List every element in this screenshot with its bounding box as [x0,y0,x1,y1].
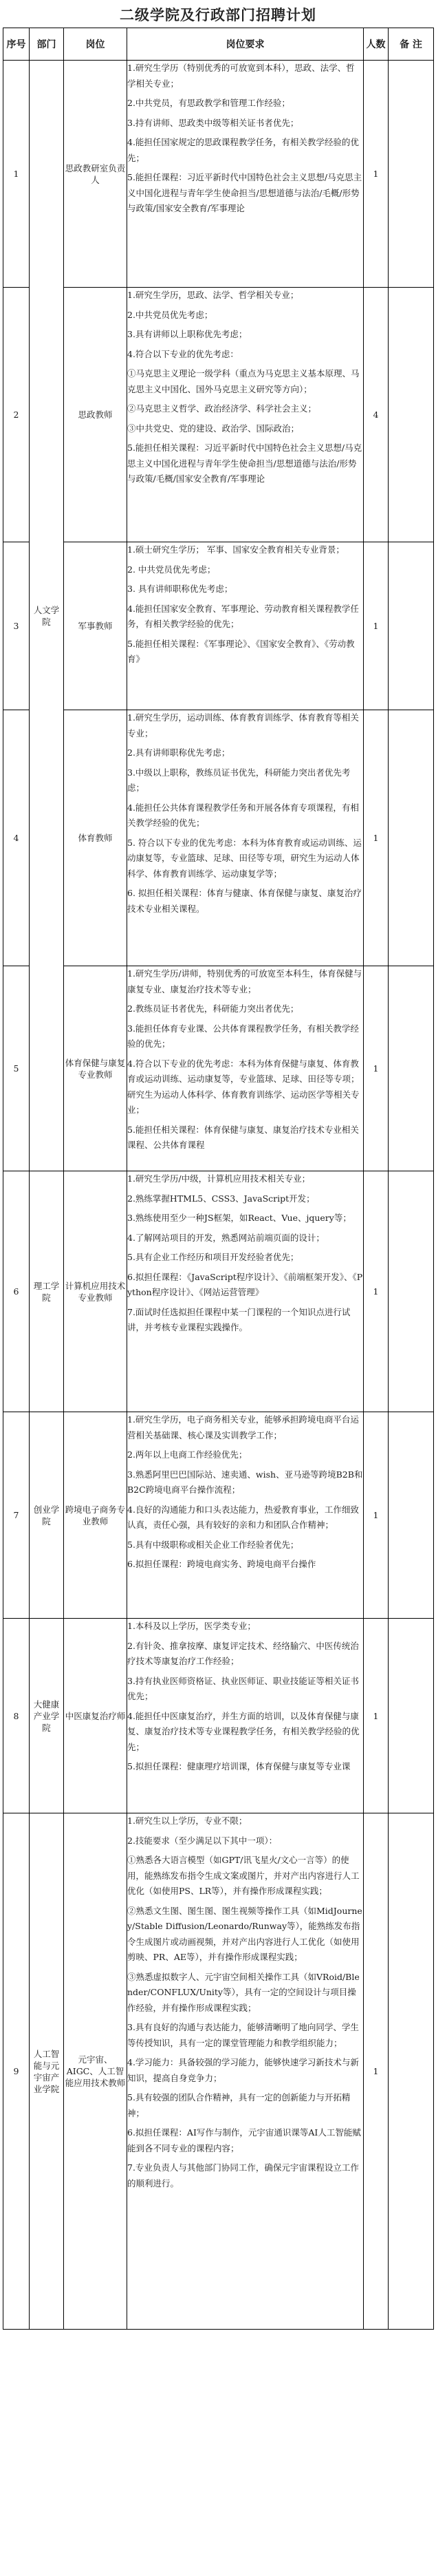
position-cell: 中医康复治疗师 [64,1619,127,1813]
headcount-cell: 1 [364,1171,389,1412]
requirement-item: 5.具有中级职称或相关企业工作经验者优先； [127,1539,299,1550]
requirement-item: 5.具有较强的团队合作精神，具有一定的创新能力与开拓精神； [127,2092,351,2118]
requirement-item: 2.中共党员，有思政教学和管理工作经验； [127,98,290,108]
requirement-item: 2.有针灸、推拿按摩、康复评定技术、经络腧穴、中医传统治疗技术等康复治疗工作经验； [127,1640,359,1666]
requirement-item: ②熟悉文生图、图生图、图生视频等操作工具（如MidJourney/Stable Diffusion/Leonardo/Runway等），能熟练发布指令生成图片或动画视频，并对产出内容进行人工优化（如使用剪映、PR、AE等），并有操作形成课程实践； [127,1905,362,1962]
header-req: 岗位要求 [127,28,364,61]
table-row [3,61,434,288]
requirement-item: 3.能担任体育专业课、公共体育课程教学任务，有相关教学经验的优先； [127,1023,359,1049]
headcount-cell: 1 [364,1813,389,2330]
table-row [3,1813,434,2330]
position-cell: 体育教师 [64,710,127,966]
requirement-item: 4.能担任公共体育课程教学任务和开展各体育专项课程，有相关教学经验的优先； [127,802,359,828]
department-cell: 大健康产业学院 [30,1619,64,1813]
requirement-item: 1.研究生学历（特别优秀的可放宽到本科），思政、法学、哲学相关专业； [127,63,355,89]
position-cell: 体育保健与康复专业教师 [64,966,127,1171]
position-cell: 军事教师 [64,542,127,710]
requirement-item: 1.研究生学历，运动训练、体育教育训练学、体育教育等相关专业； [127,712,359,738]
requirement-item: ③熟悉虚拟数字人、元宇宙空间相关操作工具（如VRoid/Blender/CONFLUX/Unity等），具有一定的空间设计与项目操作经验，并有操作形成课程实践； [127,1971,360,2013]
requirement-item: 2.中共党员优先考虑； [127,309,213,320]
headcount-cell: 1 [364,710,389,966]
table-row [3,1619,434,1813]
header-note: 备 注 [389,28,434,61]
requirement-item: 5.能担任相关课程：体育保健与康复、康复治疗技术专业相关课程、公共体育课程 [127,1124,359,1150]
requirement-item: 3.具有讲师以上职称优先考虑； [127,329,248,339]
row-number: 9 [3,1813,30,2330]
requirement-item: 5. 符合以下专业的优先考虑：本科为体育教育或运动训练、运动康复等，专业篮球、足球、田径等专项，研究生为运动人体科学、体育教育训练学、运动康复学等； [127,837,362,879]
requirements-cell [127,966,364,1171]
headcount-cell: 1 [364,61,389,288]
row-number: 5 [3,966,30,1171]
position-cell: 思政教研室负责人 [64,61,127,288]
row-number: 7 [3,1412,30,1619]
requirements-cell [127,542,364,710]
requirement-item: 4.良好的沟通能力和口头表达能力，热爱教育事业，工作细致认真，责任心强，具有较好的亲和力和团队合作精神； [127,1504,359,1530]
requirement-item: ①马克思主义理论一级学科（重点为马克思主义基本原理、马克思主义中国化、国外马克思主义研究等方向）； [127,368,360,394]
headcount-cell: 1 [364,1619,389,1813]
requirements-cell [127,1619,364,1813]
requirement-item: 4.学习能力：具备较强的学习能力，能够快速学习新技术与新知识，提高自身竞争力； [127,2057,359,2083]
note-cell [389,1619,434,1813]
table-body [3,61,434,2330]
requirement-item: 2. 中共党员优先考虑； [127,564,216,575]
requirement-item: 1.研究生学历/讲师，特别优秀的可放宽至本科生，体育保健与康复专业、康复治疗技术等专业； [127,968,362,994]
headcount-cell: 1 [364,1412,389,1619]
department-cell: 创业学院 [30,1412,64,1619]
requirement-item: 3.持有执业医师资格证、执业医师证、职业技能证等相关证书优先； [127,1675,359,1701]
note-cell [389,1813,434,2330]
requirement-item: 6.拟担任课程：《JavaScript程序设计》、《前端框架开发》、《Python程序设计》、《网站运营管理》 [127,1271,363,1297]
requirement-item: 7.面试时任选拟担任课程中某一门课程的一个知识点进行试讲，并考核专业课程实践操作。 [127,1306,351,1332]
requirement-item: 4.了解网站项目的开发，熟悉网站前端页面的设计； [127,1232,325,1243]
department-cell: 人工智能与元宇宙产业学院 [30,1813,64,2330]
requirement-item: 2.熟练掌握HTML5、CSS3、JavaScript开发； [127,1193,315,1204]
position-cell: 元宇宙、AIGC、人工智能应用技术教师 [64,1813,127,2330]
requirement-item: 4.能担任国家规定的思政课程教学任务，有相关教学经验的优先； [127,137,359,163]
requirement-item: 1.研究生以上学历，专业不限； [127,1816,248,1826]
requirement-item: 1.本科及以上学历，医学类专业； [127,1621,256,1631]
row-number: 8 [3,1619,30,1813]
headcount-cell: 1 [364,966,389,1171]
table-row [3,1412,434,1619]
requirement-item: ②马克思主义哲学、政治经济学、科学社会主义； [127,403,317,414]
row-number: 4 [3,710,30,966]
requirement-item: 1.研究生学历，思政、法学、哲学相关专业； [127,290,299,300]
row-number: 1 [3,61,30,288]
recruitment-table [3,28,434,2330]
requirement-item: 5.能担任课程：习近平新时代中国特色社会主义思想/马克思主义中国化进程与青年学生使命担当/思想道德与法治/毛概/形势与政策/国家安全教育/军事理论 [127,172,362,213]
requirement-item: 1.硕士研究生学历； 军事、国家安全教育相关专业背景； [127,544,345,555]
requirement-item: 6.拟担任课程：AI写作与制作，元宇宙通识课等AI人工智能赋能到各不同专业的课程内容； [127,2127,361,2153]
requirements-cell [127,1171,364,1412]
requirement-item: 4.符合以下专业的优先考虑：本科为体育保健与康复、体育教育或运动训练、运动康复等，专业篮球、足球、田径等专项；研究生为运动人体科学、体育教育训练学、运动医学等相关专业； [127,1058,360,1115]
requirement-item: 5.能担任相关课程：习近平新时代中国特色社会主义思想/马克思主义中国化进程与青年学生使命担当/思想道德与法治/形势与政策/毛概/国家安全教育/军事理论 [127,443,362,484]
position-cell: 计算机应用技术专业教师 [64,1171,127,1412]
requirement-item: 2.教练员证书者优先，科研能力突出者优先； [127,1003,299,1014]
headcount-cell: 4 [364,288,389,542]
row-number: 2 [3,288,30,542]
row-number: 3 [3,542,30,710]
requirement-item: 3.持有讲师、思政类中级等相关证书者优先； [127,117,299,128]
requirement-item: 7.专业负责人与其他部门协同工作，确保元宇宙课程设立工作的顺利进行。 [127,2162,359,2189]
requirement-item: ①熟悉各大语言模型（如GPT/讯飞星火/文心一言等）的使用，能熟练发布指令生成文案或图片，并对产出内容进行人工优化（如使用PS、LR等），并有操作形成课程实践； [127,1855,360,1896]
position-cell: 思政教师 [64,288,127,542]
table-row [3,966,434,1171]
requirement-item: 4.能担任中医康复治疗，并生方面的培训，以及体育保健与康复、康复治疗技术等专业课程教学任务，有相关教学经验的优先； [127,1710,360,1752]
row-number: 6 [3,1171,30,1412]
requirement-item: 5.拟担任课程：健康理疗培训课，体育保健与康复等专业课 [127,1761,351,1771]
requirement-item: 4.能担任国家安全教育、军事理论、劳动教育相关课程教学任务，有相关教学经验的优先； [127,603,359,629]
department-cell: 理工学院 [30,1171,64,1412]
note-cell [389,288,434,542]
note-cell [389,966,434,1171]
requirement-item: 6. 拟担任相关课程：体育与健康、体育保健与康复、康复治疗技术专业相关课程。 [127,888,362,914]
header-count: 人数 [364,28,389,61]
header-no: 序号 [3,28,30,61]
table-row [3,1171,434,1412]
table-row [3,288,434,542]
requirement-item: 3.中级以上职称，教练员证书优先，科研能力突出者优先考虑； [127,767,351,793]
requirements-cell [127,288,364,542]
note-cell [389,61,434,288]
position-cell: 跨境电子商务专业教师 [64,1412,127,1619]
requirement-item: 2.技能要求（至少满足以下其中一项）： [127,1835,278,1846]
department-cell: 人文学院 [30,61,64,1171]
header-dept: 部门 [30,28,64,61]
requirements-cell [127,1412,364,1619]
requirement-item: 2.具有讲师职称优先考虑； [127,747,230,758]
requirement-item: 4.符合以下专业的优先考虑： [127,348,239,359]
requirement-item: 3.具有良好的沟通与表达能力，能够清晰明了地向同学、学生等传授知识，具有一定的课堂管理能力和教学组织能力； [127,2022,359,2048]
requirement-item: 1.研究生学历，电子商务相关专业，能够承担跨境电商平台运营相关基础课、核心课及实训教学工作； [127,1414,359,1440]
table-row [3,710,434,966]
header-row [3,28,434,61]
requirement-item: 5.能担任相关课程：《军事理论》、《国家安全教育》、《劳动教育》 [127,638,355,664]
note-cell [389,1412,434,1619]
requirement-item: 2.两年以上电商工作经验优先； [127,1449,248,1460]
requirement-item: 6.拟担任课程：跨境电商实务、跨境电商平台操作 [127,1559,316,1569]
requirements-cell [127,1813,364,2330]
note-cell [389,1171,434,1412]
table-row [3,542,434,710]
requirement-item: 3.熟练使用至少一种JS框架，如React、Vue、jquery等； [127,1213,351,1223]
note-cell [389,542,434,710]
requirement-item: 3.熟悉阿里巴巴国际站、速卖通、wish、亚马逊等跨境B2B和B2C跨境电商平台操作流程； [127,1469,363,1495]
requirement-item: 3. 具有讲师职称优先考虑； [127,584,233,594]
requirements-cell [127,61,364,288]
requirement-item: ③中共党史、党的建设、政治学、国际政治； [127,423,300,434]
page-title: 二级学院及行政部门招聘计划 [120,6,316,23]
note-cell [389,710,434,966]
requirement-item: 1.研究生学历/中级，计算机应用技术相关专业； [127,1173,311,1184]
header-post: 岗位 [64,28,127,61]
requirement-item: 5.具有企业工作经历和项目开发经验者优先； [127,1252,299,1262]
headcount-cell: 1 [364,542,389,710]
requirements-cell [127,710,364,966]
